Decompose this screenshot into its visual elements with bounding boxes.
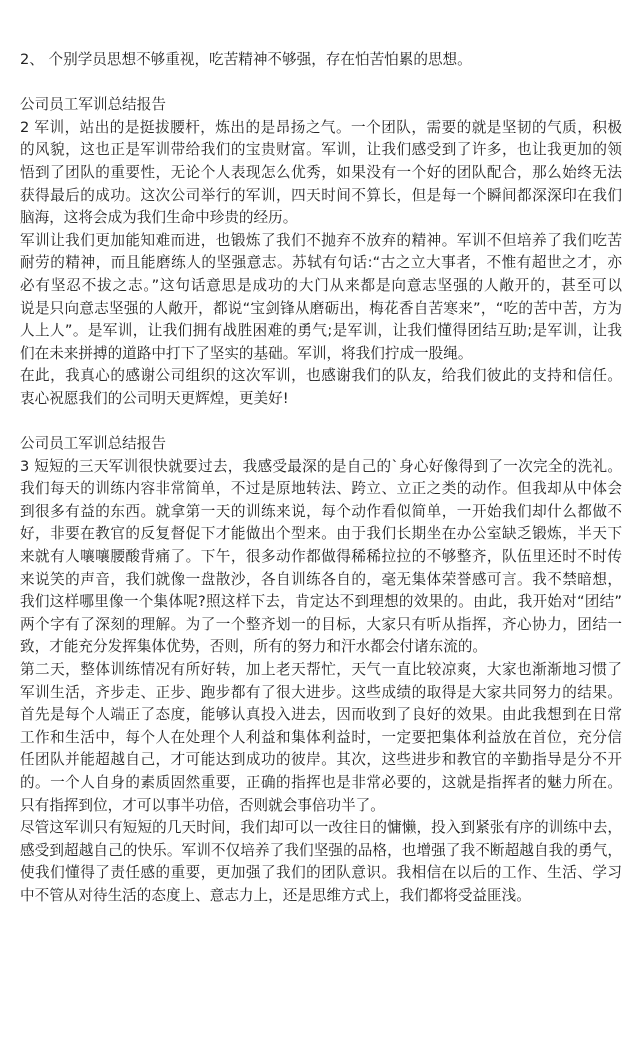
text-line: 我们这样哪里像一个集体呢?照这样下去，肯定达不到理想的效果的。由此，我开始对“团结”: [20, 593, 622, 611]
text-line: 只有指挥到位，才可以事半功倍，否则就会事倍功半了。: [20, 796, 385, 814]
text-line: 军训让我们更加能知难而进，也锻炼了我们不抛弃不放弃的精神。军训不但培养了我们吃苦: [20, 231, 622, 249]
text-line: 中不管从对待生活的态度上、意志力上，还是思维方式上，我们都将受益匪浅。: [20, 886, 531, 904]
text-line: 衷心祝愿我们的公司明天更辉煌，更美好!: [20, 389, 289, 407]
text-line: 2 军训，站出的是挺拔腰杆，炼出的是昂扬之气。一个团队，需要的就是坚韧的气质，积极: [20, 118, 622, 136]
text-line: 军训生活，齐步走、正步、跑步都有了很大进步。这些成绩的取得是大家共同努力的结果。: [20, 683, 622, 701]
document-body: [20, 49, 622, 908]
text-line: 来说笑的声音，我们就像一盘散沙，各自训练各自的，毫无集体荣誉感可言。我不禁暗想，: [20, 570, 622, 588]
text-line: 的。一个人自身的素质固然重要，正确的指挥也是非常必要的，这就是指挥者的魅力所在。: [20, 774, 622, 791]
text-line: 人上人”。是军训，让我们拥有战胜困难的勇气;是军训，让我们懂得团结互助;是军训，让我: [20, 322, 622, 340]
text-line: 必有坚忍不拔之志。”这句话意思是成功的大门从来都是向意志坚强的人敞开的，甚至可以: [20, 276, 622, 294]
text-line: 来就有人嚷嚷腰酸背痛了。下午，很多动作都做得稀稀拉拉的不够整齐，队伍里还时不时传: [20, 548, 622, 566]
text-line: 第二天，整体训练情况有所好转，加上老天帮忙，天气一直比较凉爽，大家也渐渐地习惯了: [20, 661, 622, 679]
text-line: 悟到了团队的重要性，无论个人表现怎么优秀，如果没有一个好的团队配合，那么始终无法: [20, 163, 622, 181]
text-line: 3 短短的三天军训很快就要过去，我感受最深的是自己的`身心好像得到了一次完全的洗礼。: [20, 457, 622, 475]
text-line: 工作和生活中，每个人在处理个人利益和集体利益时，一定要把集体利益放在首位，充分信: [20, 728, 622, 746]
text-line: 耐劳的精神，而且能磨练人的坚强意志。苏轼有句话:“古之立大事者，不惟有超世之才，亦: [20, 254, 622, 272]
text-line: 在此，我真心的感谢公司组织的这次军训，也感谢我们的队友，给我们彼此的支持和信任。: [20, 367, 622, 385]
section-title: 公司员工军训总结报告: [20, 96, 166, 114]
text-line: 好，非要在教官的反复督促下才能做出个型来。由于我们长期坐在办公室缺乏锻炼，半天下: [20, 525, 622, 543]
text-line: 2、 个别学员思想不够重视，吃苦精神不够强，存在怕苦怕累的思想。: [20, 51, 472, 68]
text-line: 说是只向意志坚强的人敞开，都说“宝剑锋从磨砺出，梅花香自苦寒来”，“吃的苦中苦，方为: [20, 299, 622, 317]
text-line: 首先是每个人端正了态度，能够认真投入进去，因而收到了良好的效果。由此我想到在日常: [20, 706, 622, 724]
text-line: 尽管这军训只有短短的几天时间，我们却可以一改往日的慵懒，投入到紧张有序的训练中去，: [20, 819, 622, 837]
text-line: 感受到超越自己的快乐。军训不仅培养了我们坚强的品格，也增强了我不断超越自我的勇气，: [20, 841, 622, 859]
text-line: 们在未来拼搏的道路中打下了坚实的基础。军训，将我们拧成一股绳。: [20, 344, 473, 362]
text-line: 获得最后的成功。这次公司举行的军训，四天时间不算长，但是每一个瞬间都深深印在我们: [20, 186, 622, 204]
text-line: 到很多有益的东西。就拿第一天的训练来说，每个动作看似简单，一开始我们却什么都做不: [20, 502, 622, 520]
blank-line: [20, 72, 622, 95]
blank-line: [20, 411, 622, 434]
text-line: 我们每天的训练内容非常简单，不过是原地转法、跨立、立正之类的动作。但我却从中体会: [20, 480, 622, 498]
text-line: 两个字有了深刻的理解。为了一个整齐划一的目标，大家只有听从指挥，齐心协力，团结一: [20, 615, 622, 633]
text-line: 任团队并能超越自己，才可能达到成功的彼岸。其次，这些进步和教官的辛勤指导是分不开: [20, 751, 622, 769]
text-line: 致，才能充分发挥集体优势，否则，所有的努力和汗水都会付诸东流的。: [20, 638, 488, 656]
text-line: 脑海，这将会成为我们生命中珍贵的经历。: [20, 209, 298, 227]
section-title: 公司员工军训总结报告: [20, 435, 166, 453]
text-line: 的风貌，这也正是军训带给我们的宝贵财富。军训，让我们感受到了许多，也让我更加的领: [20, 141, 622, 159]
text-line: 使我们懂得了责任感的重要，更加强了我们的团队意识。我相信在以后的工作、生活、学习: [20, 864, 622, 882]
